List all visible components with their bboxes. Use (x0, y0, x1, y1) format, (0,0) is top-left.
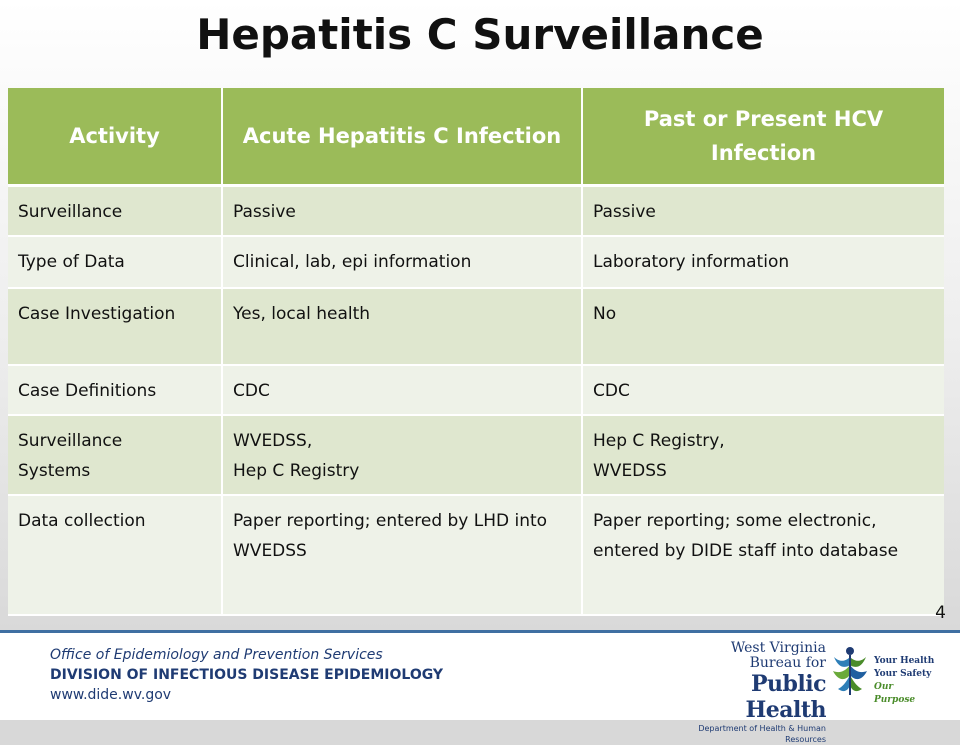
wv-bureau-public-health-logo (686, 640, 936, 744)
table-row (8, 236, 944, 288)
table-cell: Passive (582, 186, 944, 236)
logo-tagline-1: Your Health (874, 656, 935, 666)
table-cell: Laboratory information (582, 236, 944, 288)
header-acute-hepatitis-c: Acute Hepatitis C Infection (222, 88, 582, 186)
table-cell: Type of Data (8, 236, 222, 288)
footer-website-link[interactable]: www.dide.wv.gov (50, 687, 172, 703)
footer (0, 633, 960, 744)
table-cell: Passive (222, 186, 582, 236)
table-cell: No (582, 288, 944, 365)
logo-line-1: West Virginia (730, 640, 826, 656)
table-cell: Clinical, lab, epi information (222, 236, 582, 288)
table-cell: CDC (222, 365, 582, 415)
wv-bph-emblem-icon (830, 643, 870, 697)
table-cell: Case Investigation (8, 288, 222, 365)
table-cell: Data collection (8, 495, 222, 615)
table-row (8, 495, 944, 615)
table-cell: CDC (582, 365, 944, 415)
logo-tagline-2: Your Safety (874, 669, 932, 679)
page-number: 4 (935, 603, 946, 623)
logo-line-4: Department of Health & Human Resources (698, 724, 826, 744)
table-cell: WVEDSS, Hep C Registry (222, 415, 582, 495)
table-cell: Yes, local health (222, 288, 582, 365)
header-activity: Activity (8, 88, 222, 186)
footer-office-name: Office of Epidemiology and Prevention Services (50, 647, 383, 663)
table-row (8, 288, 944, 365)
table-cell: Hep C Registry, WVEDSS (582, 415, 944, 495)
logo-line-3: Public Health (745, 671, 826, 723)
logo-tagline (874, 655, 936, 707)
logo-tagline-3: Our Purpose (874, 682, 916, 705)
footer-division-name: DIVISION OF INFECTIOUS DISEASE EPIDEMIOLOGY (50, 667, 444, 683)
table-cell: Surveillance Systems (8, 415, 222, 495)
table-row (8, 415, 944, 495)
slide-title: Hepatitis C Surveillance (196, 10, 764, 59)
header-past-present-hcv: Past or Present HCV Infection (582, 88, 944, 186)
logo-wordmark (686, 641, 826, 745)
table-cell: Paper reporting; some electronic, entered by DIDE staff into database (582, 495, 944, 615)
logo-line-2: Bureau for (749, 655, 826, 671)
table-row (8, 186, 944, 236)
table-row (8, 365, 944, 415)
table-cell: Paper reporting; entered by LHD into WVEDSS (222, 495, 582, 615)
surveillance-table (8, 88, 944, 616)
table-cell: Case Definitions (8, 365, 222, 415)
table-header-row (8, 88, 944, 186)
table-cell: Surveillance (8, 186, 222, 236)
